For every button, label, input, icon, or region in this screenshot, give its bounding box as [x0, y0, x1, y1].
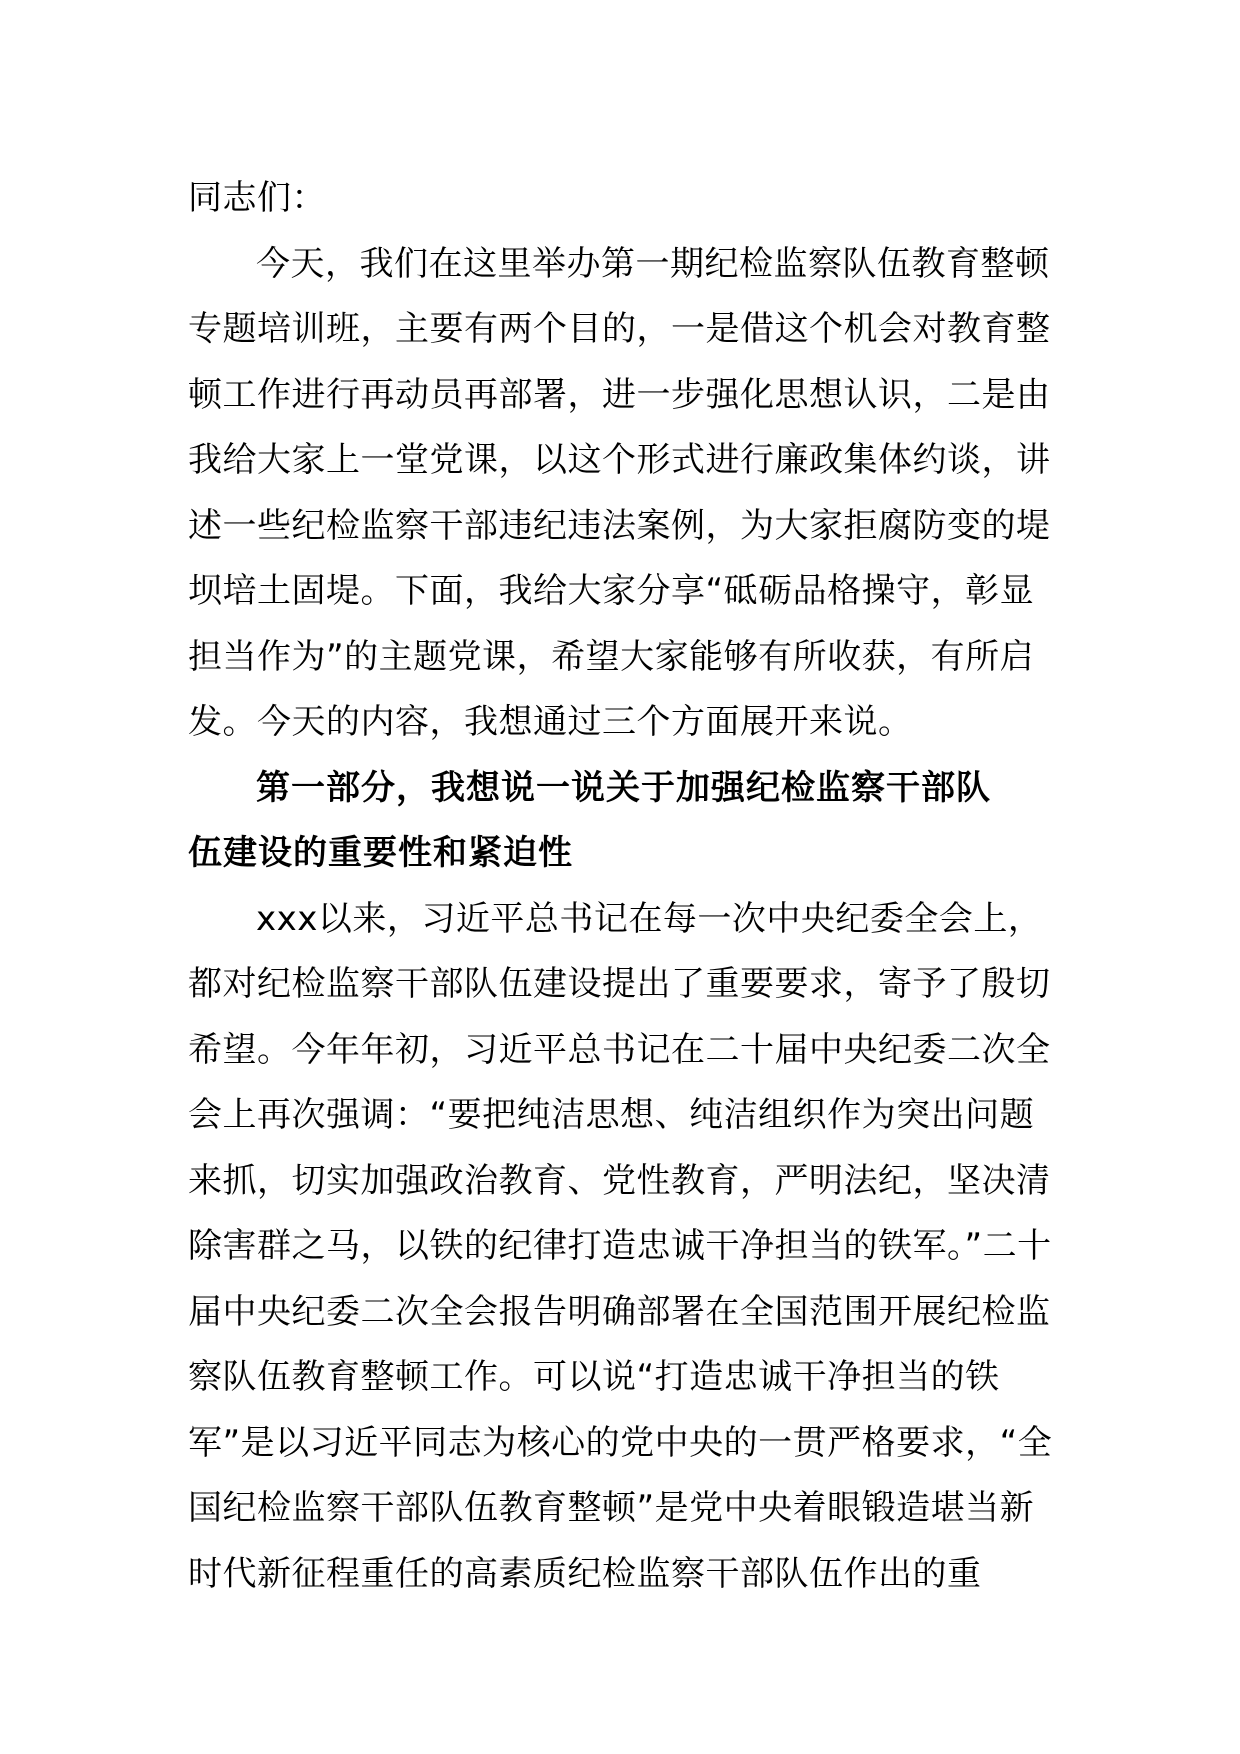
section-heading-part-one: 第一部分，我想说一说关于加强纪检监察干部队伍建设的重要性和紧迫性 [188, 767, 991, 873]
paragraph-intro: 今天，我们在这里举办第一期纪检监察队伍教育整顿专题培训班，主要有两个目的，一是借这个机会对教育整顿工作进行再动员再部署，进一步强化思想认识，二是由我给大家上一堂党课，以这个形式进行廉政集体约谈，讲述一些纪检监察干部违纪违法案例，为大家拒腐防变的堤坝培土固堤。下面，我给大家分享“砥砺品格操守，彰显担当作为”的主题党课，希望大家能够有所收获，有所启发。今天的内容，我想通过三个方面展开来说。 [188, 243, 1051, 742]
document-body [188, 166, 1054, 1607]
paragraph-part-one-body: xxx以来，习近平总书记在每一次中央纪委全会上，都对纪检监察干部队伍建设提出了重要要求，寄予了殷切希望。今年年初，习近平总书记在二十届中央纪委二次全会上再次强调：“要把纯洁思想、纯洁组织作为突出问题来抓，切实加强政治教育、党性教育，严明法纪，坚决清除害群之马，以铁的纪律打造忠诚干净担当的铁军。”二十届中央纪委二次全会报告明确部署在全国范围开展纪检监察队伍教育整顿工作。可以说“打造忠诚干净担当的铁军”是以习近平同志为核心的党中央的一贯严格要求，“全国纪检监察干部队伍教育整顿”是党中央着眼锻造堪当新时代新征程重任的高素质纪检监察干部队伍作出的重 [188, 898, 1053, 1594]
salutation: 同志们： [188, 178, 326, 218]
